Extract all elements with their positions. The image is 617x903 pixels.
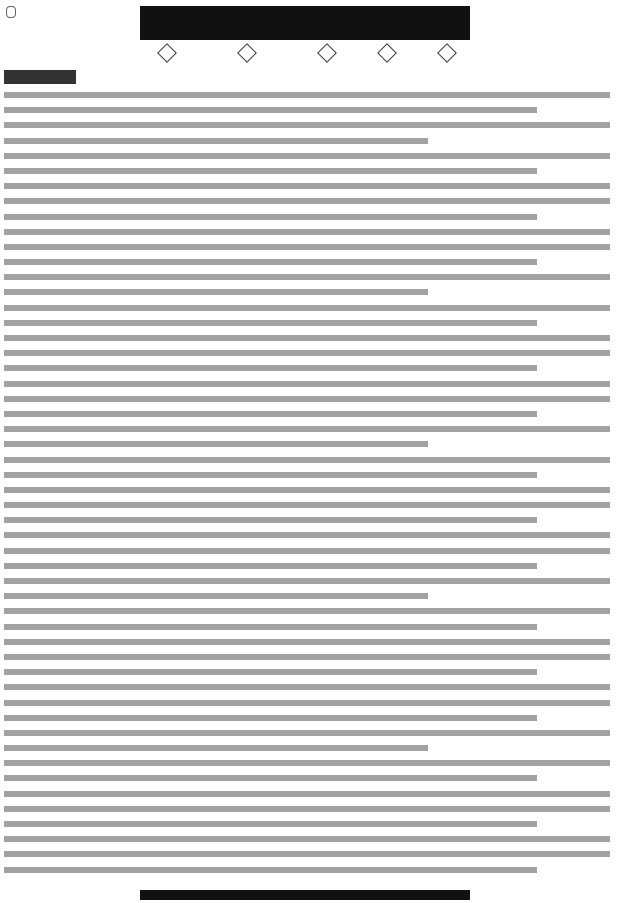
text-line: [4, 821, 537, 827]
text-line: [4, 183, 610, 189]
text-line: [4, 836, 610, 842]
text-line: [4, 532, 610, 538]
text-line: [4, 381, 610, 387]
text-line: [4, 320, 537, 326]
text-line: [4, 867, 537, 873]
text-line: [4, 259, 537, 265]
footer-banner: [140, 890, 470, 900]
text-line: [4, 365, 537, 371]
text-line: [4, 472, 537, 478]
text-line: [4, 214, 537, 220]
text-line: [4, 426, 610, 432]
text-line: [4, 122, 610, 128]
star-icon: [437, 43, 457, 63]
text-line: [4, 502, 610, 508]
text-line: [4, 563, 537, 569]
star-icon: [377, 43, 397, 63]
text-line: [4, 305, 610, 311]
text-line: [4, 335, 610, 341]
text-line: [4, 229, 610, 235]
text-line: [4, 92, 610, 98]
text-line: [4, 396, 610, 402]
text-line: [4, 654, 610, 660]
page-number-mark: [6, 6, 16, 18]
text-line: [4, 700, 610, 706]
text-line: [4, 730, 610, 736]
text-line: [4, 168, 537, 174]
text-line: [4, 578, 610, 584]
text-line: [4, 411, 537, 417]
text-line: [4, 548, 610, 554]
star-icon: [237, 43, 257, 63]
text-line: [4, 806, 610, 812]
star-icon: [157, 43, 177, 63]
text-line: [4, 107, 537, 113]
text-line: [4, 274, 610, 280]
text-line: [4, 138, 428, 144]
star-icon: [317, 43, 337, 63]
star-divider: [140, 46, 470, 60]
text-line: [4, 715, 537, 721]
text-line: [4, 684, 610, 690]
text-line: [4, 593, 428, 599]
text-line: [4, 608, 610, 614]
text-line: [4, 639, 610, 645]
text-line: [4, 669, 537, 675]
text-line: [4, 760, 610, 766]
text-line: [4, 153, 610, 159]
text-line: [4, 441, 428, 447]
text-line: [4, 851, 610, 857]
text-line: [4, 791, 610, 797]
text-line: [4, 289, 428, 295]
body-text: [4, 92, 610, 882]
text-line: [4, 244, 610, 250]
text-line: [4, 624, 537, 630]
title-banner: [140, 6, 470, 40]
text-line: [4, 775, 537, 781]
text-line: [4, 457, 610, 463]
text-line: [4, 487, 610, 493]
text-line: [4, 745, 428, 751]
text-line: [4, 517, 537, 523]
edition-label: [4, 70, 76, 84]
text-line: [4, 198, 610, 204]
text-line: [4, 350, 610, 356]
